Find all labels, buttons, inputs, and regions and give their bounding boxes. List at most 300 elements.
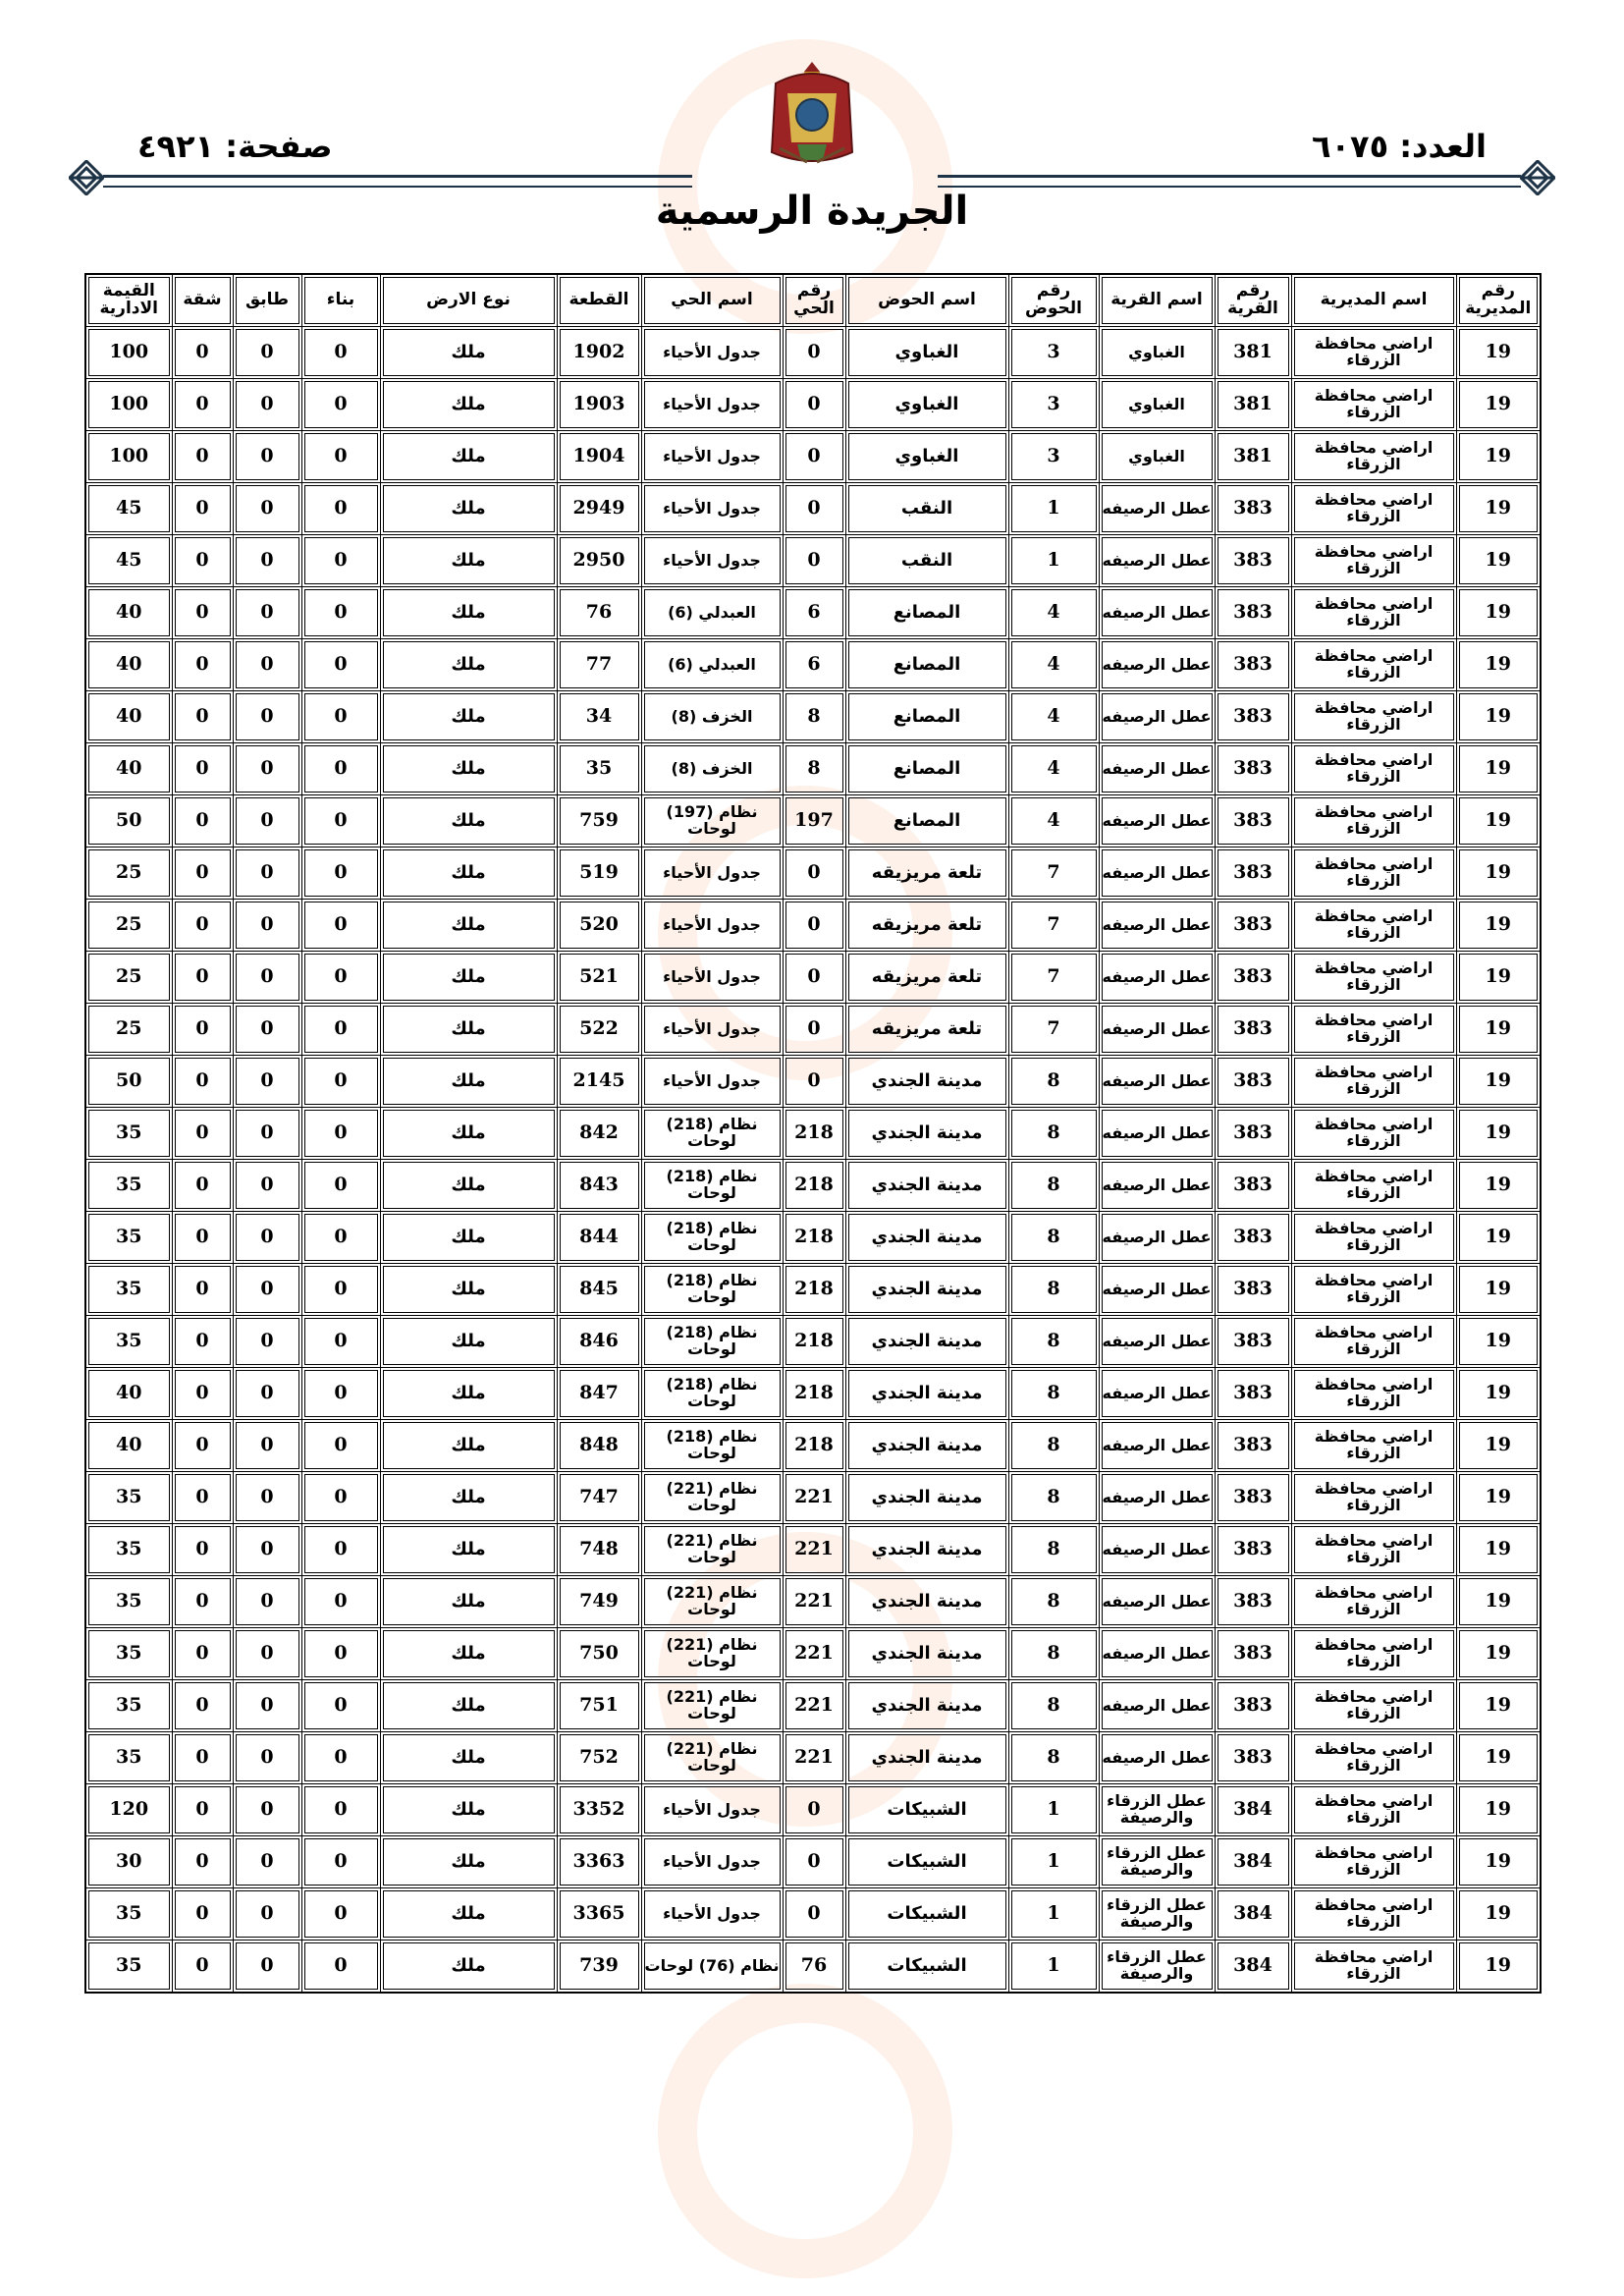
table-cell: 0 xyxy=(301,1888,380,1941)
table-cell: الغباوي xyxy=(1099,431,1215,483)
table-cell: نظام (221) لوحات xyxy=(641,1524,783,1576)
table-cell: 383 xyxy=(1215,587,1291,639)
table-cell: 8 xyxy=(1008,1420,1099,1472)
table-cell: 0 xyxy=(301,1160,380,1212)
table-cell: المصانع xyxy=(845,639,1008,691)
table-cell: تلعة مريزيقه xyxy=(845,900,1008,952)
table-cell: 739 xyxy=(557,1941,641,1994)
page-header xyxy=(0,0,1624,265)
table-cell: 0 xyxy=(783,1004,845,1056)
table-cell: 381 xyxy=(1215,379,1291,431)
table-cell: 383 xyxy=(1215,483,1291,535)
table-cell: 19 xyxy=(1456,1732,1541,1784)
table-cell: 8 xyxy=(1008,1316,1099,1368)
table-cell: 519 xyxy=(557,847,641,900)
table-cell: 0 xyxy=(233,1784,301,1836)
table-cell: 34 xyxy=(557,691,641,743)
table-cell: 197 xyxy=(783,795,845,847)
table-cell: 19 xyxy=(1456,1472,1541,1524)
table-cell: مدينة الجندي xyxy=(845,1264,1008,1316)
table-cell: 35 xyxy=(85,1732,172,1784)
table-cell: ملك xyxy=(380,1732,557,1784)
table-cell: مدينة الجندي xyxy=(845,1472,1008,1524)
table-cell: 0 xyxy=(783,1056,845,1108)
table-cell: 25 xyxy=(85,847,172,900)
table-cell: نظام (221) لوحات xyxy=(641,1680,783,1732)
table-cell: 19 xyxy=(1456,691,1541,743)
table-cell: اراضي محافظة الزرقاء xyxy=(1291,1732,1456,1784)
table-cell: نظام (221) لوحات xyxy=(641,1576,783,1628)
table-cell: 0 xyxy=(172,1576,233,1628)
table-cell: 0 xyxy=(172,1264,233,1316)
table-cell: الغباوي xyxy=(845,327,1008,379)
table-cell: اراضي محافظة الزرقاء xyxy=(1291,900,1456,952)
table-cell: 0 xyxy=(172,1732,233,1784)
table-cell: ملك xyxy=(380,1264,557,1316)
table-cell: 0 xyxy=(783,379,845,431)
table-cell: المصانع xyxy=(845,691,1008,743)
table-cell: تلعة مريزيقه xyxy=(845,1004,1008,1056)
table-cell: 0 xyxy=(172,795,233,847)
table-cell: 19 xyxy=(1456,900,1541,952)
table-cell: 384 xyxy=(1215,1836,1291,1888)
table-cell: 1 xyxy=(1008,1784,1099,1836)
table-cell: ملك xyxy=(380,1888,557,1941)
table-cell: نظام (218) لوحات xyxy=(641,1108,783,1160)
table-cell: ملك xyxy=(380,1316,557,1368)
table-cell: 0 xyxy=(301,639,380,691)
table-cell: جدول الأحياء xyxy=(641,1784,783,1836)
column-header: رقم المديرية xyxy=(1456,274,1541,327)
table-cell: ملك xyxy=(380,639,557,691)
table-cell: 0 xyxy=(301,1941,380,1994)
table-cell: ملك xyxy=(380,1472,557,1524)
table-cell: نظام (218) لوحات xyxy=(641,1316,783,1368)
table-cell: اراضي محافظة الزرقاء xyxy=(1291,795,1456,847)
table-cell: 218 xyxy=(783,1264,845,1316)
table-cell: 0 xyxy=(301,952,380,1004)
table-cell: 748 xyxy=(557,1524,641,1576)
table-cell: 0 xyxy=(172,1160,233,1212)
table-cell: 0 xyxy=(233,327,301,379)
table-cell: 40 xyxy=(85,587,172,639)
table-cell: نظام (221) لوحات xyxy=(641,1732,783,1784)
table-cell: 0 xyxy=(301,379,380,431)
table-cell: 19 xyxy=(1456,1941,1541,1994)
table-cell: 0 xyxy=(233,1160,301,1212)
table-row xyxy=(85,1941,1541,1994)
table-cell: 0 xyxy=(233,379,301,431)
table-cell: عطل الرصيفه xyxy=(1099,639,1215,691)
table-cell: 0 xyxy=(233,1316,301,1368)
table-cell: ملك xyxy=(380,847,557,900)
table-cell: الشبيكات xyxy=(845,1784,1008,1836)
table-row xyxy=(85,1576,1541,1628)
table-cell: النقب xyxy=(845,535,1008,587)
table-cell: 35 xyxy=(85,1160,172,1212)
table-cell: 19 xyxy=(1456,1420,1541,1472)
table-cell: 7 xyxy=(1008,847,1099,900)
table-cell: 0 xyxy=(172,1888,233,1941)
table-cell: عطل الرصيفه xyxy=(1099,587,1215,639)
table-cell: عطل الرصيفه xyxy=(1099,1628,1215,1680)
table-cell: 0 xyxy=(233,1004,301,1056)
table-cell: 218 xyxy=(783,1212,845,1264)
table-cell: ملك xyxy=(380,1941,557,1994)
table-cell: 19 xyxy=(1456,483,1541,535)
table-cell: الشبيكات xyxy=(845,1888,1008,1941)
table-row xyxy=(85,1680,1541,1732)
table-row xyxy=(85,847,1541,900)
table-cell: اراضي محافظة الزرقاء xyxy=(1291,1212,1456,1264)
table-cell: العبدلي (6) xyxy=(641,639,783,691)
table-cell: مدينة الجندي xyxy=(845,1628,1008,1680)
table-cell: 19 xyxy=(1456,639,1541,691)
table-row xyxy=(85,639,1541,691)
table-cell: 19 xyxy=(1456,1004,1541,1056)
table-cell: ملك xyxy=(380,1680,557,1732)
table-cell: 0 xyxy=(233,1680,301,1732)
table-cell: 0 xyxy=(172,483,233,535)
table-cell: اراضي محافظة الزرقاء xyxy=(1291,1836,1456,1888)
table-cell: 19 xyxy=(1456,1680,1541,1732)
table-cell: عطل الرصيفه xyxy=(1099,1576,1215,1628)
table-cell: جدول الأحياء xyxy=(641,431,783,483)
table-cell: 0 xyxy=(301,1524,380,1576)
table-cell: 35 xyxy=(85,1888,172,1941)
table-cell: 0 xyxy=(233,639,301,691)
table-cell: 383 xyxy=(1215,900,1291,952)
table-cell: 383 xyxy=(1215,1680,1291,1732)
table-cell: عطل الرصيفه xyxy=(1099,1316,1215,1368)
table-cell: ملك xyxy=(380,431,557,483)
table-cell: اراضي محافظة الزرقاء xyxy=(1291,639,1456,691)
table-cell: 35 xyxy=(85,1212,172,1264)
table-cell: المصانع xyxy=(845,743,1008,795)
table-cell: ملك xyxy=(380,379,557,431)
table-cell: 8 xyxy=(1008,1680,1099,1732)
table-cell: عطل الرصيفه xyxy=(1099,1732,1215,1784)
table-cell: 45 xyxy=(85,483,172,535)
table-cell: 19 xyxy=(1456,1212,1541,1264)
table-cell: 0 xyxy=(301,847,380,900)
table-cell: عطل الزرقاء والرصيفة xyxy=(1099,1888,1215,1941)
table-cell: 383 xyxy=(1215,1212,1291,1264)
table-cell: اراضي محافظة الزرقاء xyxy=(1291,952,1456,1004)
table-cell: المصانع xyxy=(845,795,1008,847)
table-cell: الغباوي xyxy=(1099,379,1215,431)
table-cell: 0 xyxy=(301,1836,380,1888)
table-cell: 6 xyxy=(783,639,845,691)
table-cell: 19 xyxy=(1456,743,1541,795)
table-cell: 40 xyxy=(85,1368,172,1420)
table-cell: 0 xyxy=(783,900,845,952)
table-cell: 0 xyxy=(233,431,301,483)
table-cell: 19 xyxy=(1456,1836,1541,1888)
table-row xyxy=(85,535,1541,587)
table-cell: تلعة مريزيقه xyxy=(845,847,1008,900)
table-cell: مدينة الجندي xyxy=(845,1056,1008,1108)
table-cell: 19 xyxy=(1456,1628,1541,1680)
table-cell: 1903 xyxy=(557,379,641,431)
table-row xyxy=(85,1836,1541,1888)
table-cell: تلعة مريزيقه xyxy=(845,952,1008,1004)
table-cell: 0 xyxy=(301,900,380,952)
table-cell: 0 xyxy=(783,327,845,379)
table-cell: 384 xyxy=(1215,1888,1291,1941)
table-cell: 848 xyxy=(557,1420,641,1472)
table-cell: 1 xyxy=(1008,483,1099,535)
table-cell: 846 xyxy=(557,1316,641,1368)
table-cell: 0 xyxy=(783,952,845,1004)
table-cell: ملك xyxy=(380,327,557,379)
table-cell: 0 xyxy=(172,1680,233,1732)
table-header-row xyxy=(85,274,1541,327)
table-cell: ملك xyxy=(380,952,557,1004)
table-row xyxy=(85,1056,1541,1108)
table-cell: الخزف (8) xyxy=(641,743,783,795)
table-cell: 19 xyxy=(1456,1576,1541,1628)
table-cell: 1 xyxy=(1008,1836,1099,1888)
table-cell: العبدلي (6) xyxy=(641,587,783,639)
table-cell: المصانع xyxy=(845,587,1008,639)
column-header: رقم الحي xyxy=(783,274,845,327)
table-cell: جدول الأحياء xyxy=(641,483,783,535)
table-cell: اراضي محافظة الزرقاء xyxy=(1291,1108,1456,1160)
table-cell: 0 xyxy=(301,1368,380,1420)
table-cell: 8 xyxy=(1008,1732,1099,1784)
table-cell: 0 xyxy=(783,1836,845,1888)
table-cell: نظام (76) لوحات xyxy=(641,1941,783,1994)
table-cell: عطل الرصيفه xyxy=(1099,691,1215,743)
table-cell: 0 xyxy=(172,1108,233,1160)
table-cell: 35 xyxy=(85,1941,172,1994)
table-cell: اراضي محافظة الزرقاء xyxy=(1291,1628,1456,1680)
table-cell: نظام (221) لوحات xyxy=(641,1472,783,1524)
table-cell: 7 xyxy=(1008,900,1099,952)
table-row xyxy=(85,1732,1541,1784)
table-cell: 381 xyxy=(1215,327,1291,379)
table-cell: 0 xyxy=(233,1108,301,1160)
table-cell: 77 xyxy=(557,639,641,691)
table-cell: الشبيكات xyxy=(845,1836,1008,1888)
table-cell: 1 xyxy=(1008,1888,1099,1941)
table-cell: ملك xyxy=(380,1524,557,1576)
table-cell: 520 xyxy=(557,900,641,952)
table-cell: 383 xyxy=(1215,1056,1291,1108)
table-cell: 35 xyxy=(85,1680,172,1732)
table-cell: 747 xyxy=(557,1472,641,1524)
table-cell: 383 xyxy=(1215,691,1291,743)
table-cell: اراضي محافظة الزرقاء xyxy=(1291,1680,1456,1732)
table-cell: جدول الأحياء xyxy=(641,952,783,1004)
table-cell: 19 xyxy=(1456,847,1541,900)
table-cell: 4 xyxy=(1008,587,1099,639)
table-cell: 8 xyxy=(1008,1160,1099,1212)
table-cell: نظام (221) لوحات xyxy=(641,1628,783,1680)
table-cell: ملك xyxy=(380,1420,557,1472)
table-cell: 383 xyxy=(1215,847,1291,900)
table-cell: 40 xyxy=(85,639,172,691)
table-cell: 3363 xyxy=(557,1836,641,1888)
table-cell: ملك xyxy=(380,743,557,795)
table-cell: 383 xyxy=(1215,535,1291,587)
table-cell: اراضي محافظة الزرقاء xyxy=(1291,379,1456,431)
table-cell: 0 xyxy=(233,1941,301,1994)
table-cell: 6 xyxy=(783,587,845,639)
table-cell: 2950 xyxy=(557,535,641,587)
column-header: اسم المديرية xyxy=(1291,274,1456,327)
table-row xyxy=(85,1160,1541,1212)
table-cell: اراضي محافظة الزرقاء xyxy=(1291,431,1456,483)
table-cell: 383 xyxy=(1215,1368,1291,1420)
table-cell: 25 xyxy=(85,952,172,1004)
table-cell: جدول الأحياء xyxy=(641,327,783,379)
table-cell: عطل الرصيفه xyxy=(1099,1108,1215,1160)
table-cell: 8 xyxy=(1008,1524,1099,1576)
column-header: رقم القرية xyxy=(1215,274,1291,327)
table-cell: 3 xyxy=(1008,327,1099,379)
table-cell: 3 xyxy=(1008,379,1099,431)
table-cell: 19 xyxy=(1456,795,1541,847)
table-cell: اراضي محافظة الزرقاء xyxy=(1291,1888,1456,1941)
table-cell: 0 xyxy=(301,1264,380,1316)
table-cell: مدينة الجندي xyxy=(845,1680,1008,1732)
table-cell: عطل الرصيفه xyxy=(1099,847,1215,900)
table-cell: عطل الرصيفه xyxy=(1099,1368,1215,1420)
table-cell: 50 xyxy=(85,795,172,847)
table-cell: 0 xyxy=(301,1472,380,1524)
table-cell: ملك xyxy=(380,1160,557,1212)
table-cell: الخزف (8) xyxy=(641,691,783,743)
table-row xyxy=(85,900,1541,952)
table-cell: 0 xyxy=(783,847,845,900)
table-cell: 218 xyxy=(783,1108,845,1160)
table-cell: 100 xyxy=(85,379,172,431)
table-cell: ملك xyxy=(380,795,557,847)
table-cell: 25 xyxy=(85,1004,172,1056)
table-row xyxy=(85,379,1541,431)
column-header: بناء xyxy=(301,274,380,327)
table-cell: الغباوي xyxy=(845,431,1008,483)
table-cell: مدينة الجندي xyxy=(845,1368,1008,1420)
table-cell: 19 xyxy=(1456,952,1541,1004)
table-cell: 35 xyxy=(85,1576,172,1628)
table-cell: 843 xyxy=(557,1160,641,1212)
table-cell: عطل الزرقاء والرصيفة xyxy=(1099,1784,1215,1836)
table-cell: 19 xyxy=(1456,1888,1541,1941)
table-cell: 0 xyxy=(233,1628,301,1680)
table-row xyxy=(85,327,1541,379)
table-cell: 3365 xyxy=(557,1888,641,1941)
table-cell: 8 xyxy=(1008,1056,1099,1108)
column-header: القطعة xyxy=(557,274,641,327)
valuation-table-container xyxy=(84,273,1540,1994)
table-cell: جدول الأحياء xyxy=(641,379,783,431)
table-cell: 0 xyxy=(172,1941,233,1994)
table-cell: 0 xyxy=(783,431,845,483)
table-cell: 0 xyxy=(233,1524,301,1576)
table-row xyxy=(85,587,1541,639)
table-cell: 751 xyxy=(557,1680,641,1732)
table-row xyxy=(85,1108,1541,1160)
table-cell: 0 xyxy=(172,587,233,639)
table-cell: ملك xyxy=(380,587,557,639)
table-cell: 19 xyxy=(1456,1784,1541,1836)
table-cell: مدينة الجندي xyxy=(845,1524,1008,1576)
table-cell: 8 xyxy=(1008,1628,1099,1680)
table-cell: 19 xyxy=(1456,1056,1541,1108)
table-row xyxy=(85,1472,1541,1524)
table-cell: اراضي محافظة الزرقاء xyxy=(1291,1264,1456,1316)
table-cell: 50 xyxy=(85,1056,172,1108)
table-cell: مدينة الجندي xyxy=(845,1160,1008,1212)
table-cell: 0 xyxy=(301,1628,380,1680)
table-cell: 750 xyxy=(557,1628,641,1680)
table-cell: 0 xyxy=(172,847,233,900)
table-cell: 0 xyxy=(233,1472,301,1524)
table-cell: اراضي محافظة الزرقاء xyxy=(1291,1784,1456,1836)
column-header: نوع الارض xyxy=(380,274,557,327)
table-row xyxy=(85,1784,1541,1836)
table-cell: 0 xyxy=(301,1056,380,1108)
table-cell: عطل الرصيفه xyxy=(1099,1212,1215,1264)
table-cell: 0 xyxy=(233,535,301,587)
table-cell: عطل الرصيفه xyxy=(1099,1680,1215,1732)
table-cell: 221 xyxy=(783,1472,845,1524)
table-cell: 40 xyxy=(85,743,172,795)
table-cell: 381 xyxy=(1215,431,1291,483)
table-cell: 19 xyxy=(1456,327,1541,379)
table-cell: اراضي محافظة الزرقاء xyxy=(1291,1056,1456,1108)
column-header: القيمة الادارية xyxy=(85,274,172,327)
table-cell: نظام (218) لوحات xyxy=(641,1160,783,1212)
table-cell: 1902 xyxy=(557,327,641,379)
table-cell: 0 xyxy=(301,535,380,587)
table-cell: 35 xyxy=(85,1316,172,1368)
table-cell: 40 xyxy=(85,691,172,743)
table-cell: عطل الزرقاء والرصيفة xyxy=(1099,1836,1215,1888)
table-cell: 0 xyxy=(301,1576,380,1628)
table-cell: مدينة الجندي xyxy=(845,1212,1008,1264)
column-header: اسم القرية xyxy=(1099,274,1215,327)
table-cell: 384 xyxy=(1215,1941,1291,1994)
table-cell: اراضي محافظة الزرقاء xyxy=(1291,1316,1456,1368)
table-row xyxy=(85,795,1541,847)
table-cell: 8 xyxy=(783,743,845,795)
table-cell: جدول الأحياء xyxy=(641,1836,783,1888)
table-cell: 0 xyxy=(172,952,233,1004)
table-cell: 0 xyxy=(172,691,233,743)
table-cell: ملك xyxy=(380,1004,557,1056)
table-cell: 8 xyxy=(1008,1108,1099,1160)
table-cell: اراضي محافظة الزرقاء xyxy=(1291,1576,1456,1628)
table-cell: 0 xyxy=(301,743,380,795)
table-cell: عطل الرصيفه xyxy=(1099,1160,1215,1212)
table-cell: 0 xyxy=(233,1056,301,1108)
table-cell: 0 xyxy=(233,1576,301,1628)
table-cell: نظام (218) لوحات xyxy=(641,1368,783,1420)
table-cell: اراضي محافظة الزرقاء xyxy=(1291,1368,1456,1420)
table-cell: 0 xyxy=(301,1784,380,1836)
table-cell: 0 xyxy=(172,1472,233,1524)
table-cell: مدينة الجندي xyxy=(845,1316,1008,1368)
table-cell: ملك xyxy=(380,483,557,535)
table-cell: 0 xyxy=(301,1316,380,1368)
table-cell: 749 xyxy=(557,1576,641,1628)
table-cell: 0 xyxy=(301,1420,380,1472)
table-cell: 2949 xyxy=(557,483,641,535)
